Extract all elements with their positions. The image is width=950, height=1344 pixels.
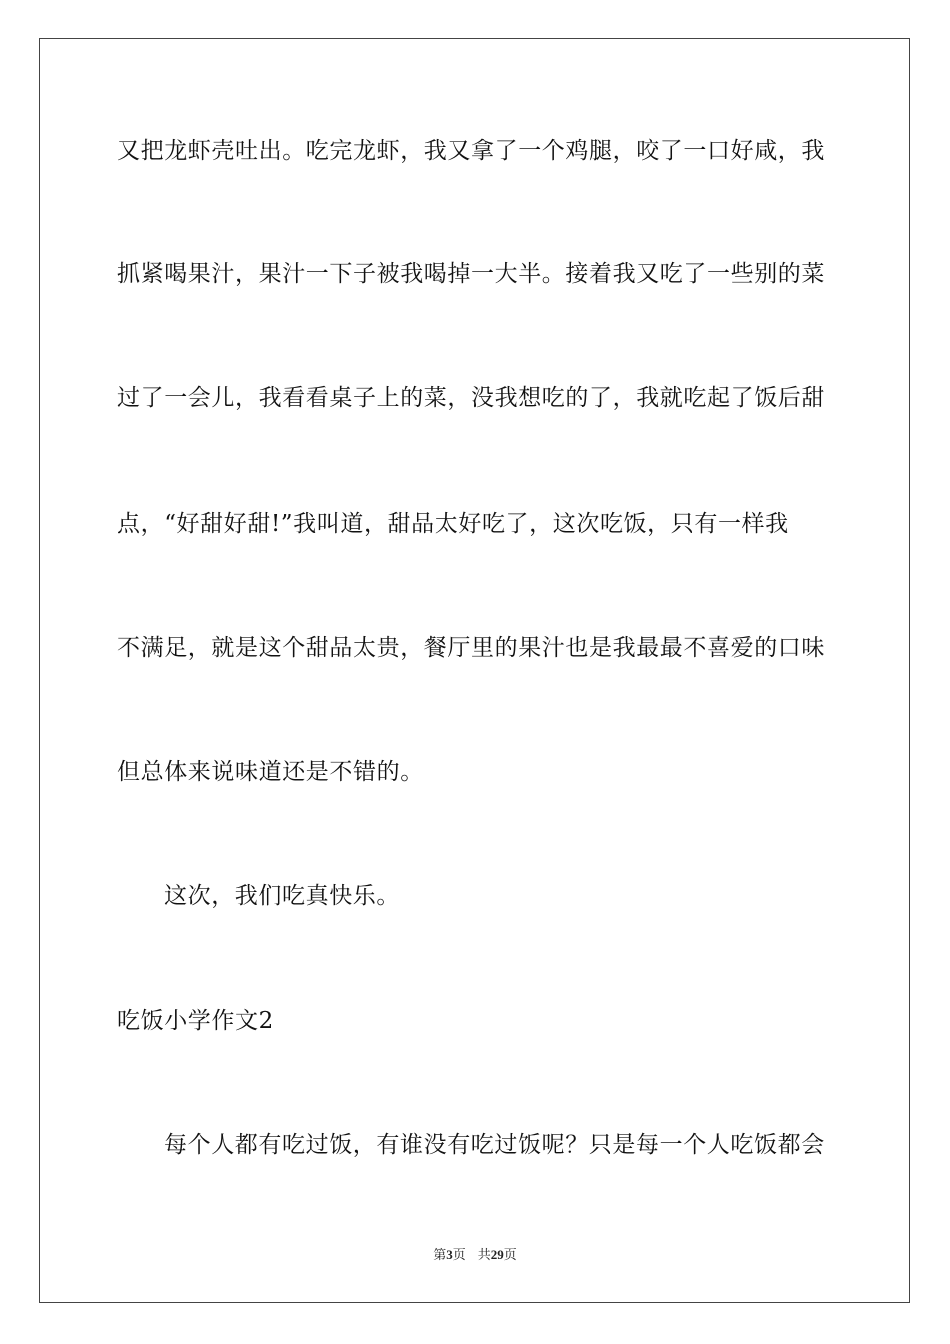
body-line-6: 但总体来说味道还是不错的。 bbox=[117, 759, 424, 785]
body-line-2: 抓紧喝果汁，果汁一下子被我喝掉一大半。接着我又吃了一些别的菜 bbox=[117, 261, 825, 287]
page-footer bbox=[0, 1247, 950, 1264]
paragraph-first-line: 每个人都有吃过饭，有谁没有吃过饭呢？只是每一个人吃饭都会 bbox=[164, 1132, 825, 1158]
body-line-5: 不满足，就是这个甜品太贵，餐厅里的果汁也是我最最不喜爱的口味 bbox=[117, 635, 825, 661]
body-line-3: 过了一会儿，我看看桌子上的菜，没我想吃的了，我就吃起了饭后甜 bbox=[117, 385, 825, 411]
body-line-4: 点，“好甜好甜!”我叫道，甜品太好吃了，这次吃饭，只有一样我 bbox=[117, 511, 789, 537]
body-line-1: 又把龙虾壳吐出。吃完龙虾，我又拿了一个鸡腿，咬了一口好咸，我 bbox=[117, 138, 825, 164]
section-title: 吃饭小学作文2 bbox=[117, 1008, 274, 1034]
page-prefix: 第 bbox=[433, 1248, 447, 1263]
page-suffix: 页 bbox=[452, 1248, 466, 1263]
total-suffix: 页 bbox=[503, 1248, 517, 1263]
page-border bbox=[39, 38, 910, 1303]
body-line-7: 这次，我们吃真快乐。 bbox=[164, 883, 400, 909]
total-pages: 29 bbox=[490, 1247, 504, 1262]
total-prefix: 共 bbox=[477, 1248, 491, 1263]
page-number: 3 bbox=[446, 1247, 453, 1262]
